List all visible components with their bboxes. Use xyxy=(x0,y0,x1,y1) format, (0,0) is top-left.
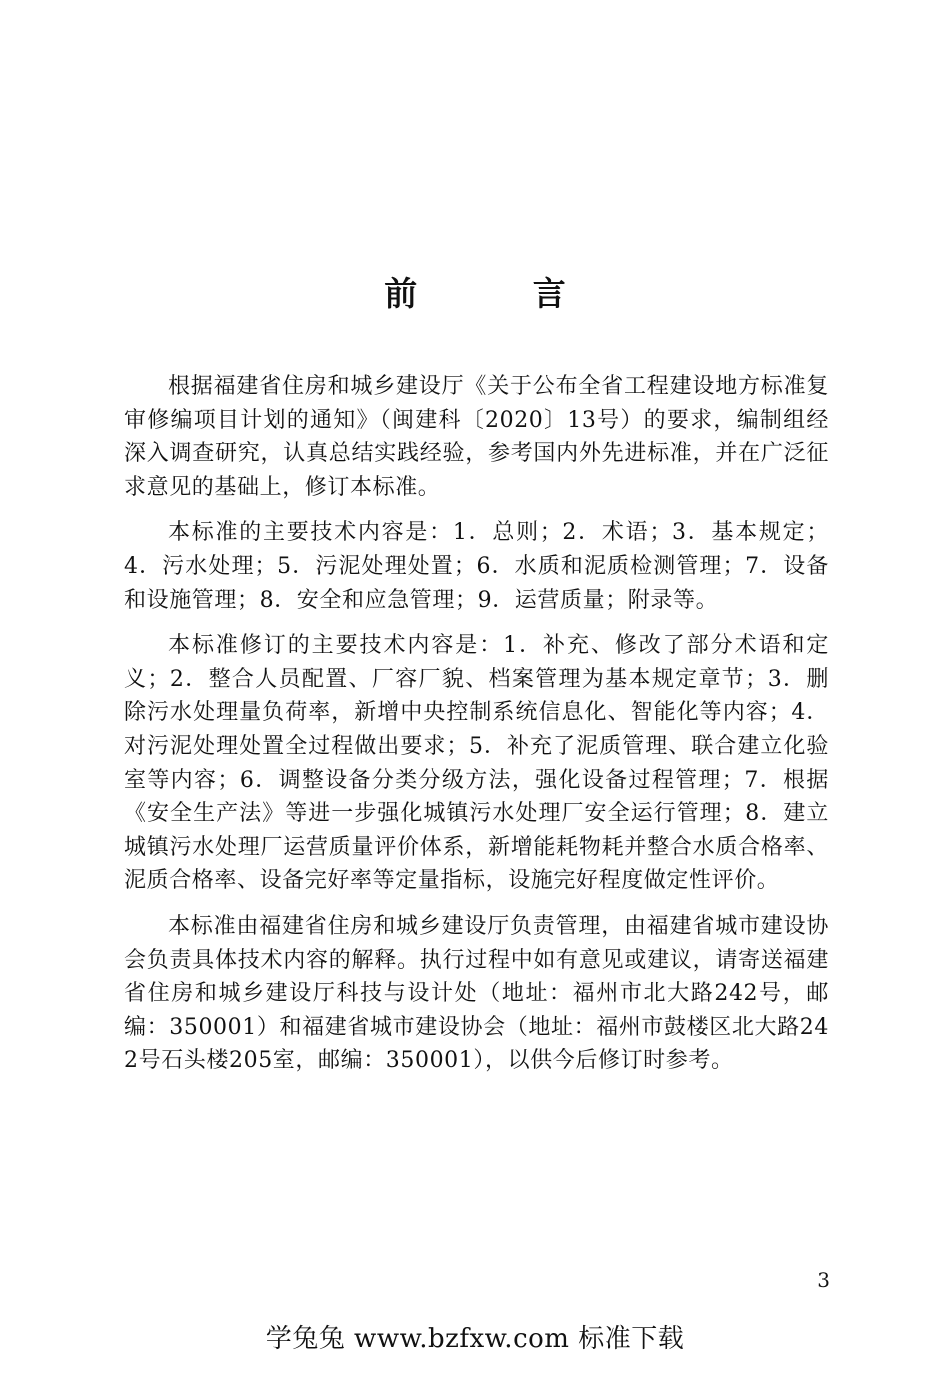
page-title: 前 言 xyxy=(384,274,618,313)
footer-watermark: 学兔兔 www.bzfxw.com 标准下载 xyxy=(265,1324,685,1354)
paragraph-basis: 根据福建省住房和城乡建设厅《关于公布全省工程建设地方标准复审修编项目计划的通知》（闽建科〔2020〕13号）的要求，编制组经深入调查研究，认真总结实践经验，参考国内外先进标准，并在广泛征求意见的基础上，修订本标准。 xyxy=(124,374,829,500)
preface-body xyxy=(124,370,829,1090)
paragraph-revision-content: 本标准修订的主要技术内容是：1．补充、修改了部分术语和定义；2．整合人员配置、厂容厂貌、档案管理为基本规定章节；3．删除污水处理量负荷率，新增中央控制系统信息化、智能化等内容；4．对污泥处理处置全过程做出要求；5．补充了泥质管理、联合建立化验室等内容；6．调整设备分类分级方法，强化设备过程管理；7．根据《安全生产法》等进一步强化城镇污水处理厂安全运行管理；8．建立城镇污水处理厂运营质量评价体系，新增能耗物耗并整合水质合格率、泥质合格率、设备完好率等定量指标，设施完好程度做定性评价。 xyxy=(124,633,829,894)
paragraph-management-contact: 本标准由福建省住房和城乡建设厅负责管理，由福建省城市建设协会负责具体技术内容的解释。执行过程中如有意见或建议，请寄送福建省住房和城乡建设厅科技与设计处（地址：福州市北大路242号，邮编：350001）和福建省城市建设协会（地址：福州市鼓楼区北大路242号石头楼205室，邮编：350001），以供今后修订时参考。 xyxy=(124,913,829,1074)
page-number: 3 xyxy=(817,1268,830,1292)
paragraph-main-content: 本标准的主要技术内容是：1．总则；2．术语；3．基本规定；4．污水处理；5．污泥处理处置；6．水质和泥质检测管理；7．设备和设施管理；8．安全和应急管理；9．运营质量；附录等。 xyxy=(124,520,829,613)
